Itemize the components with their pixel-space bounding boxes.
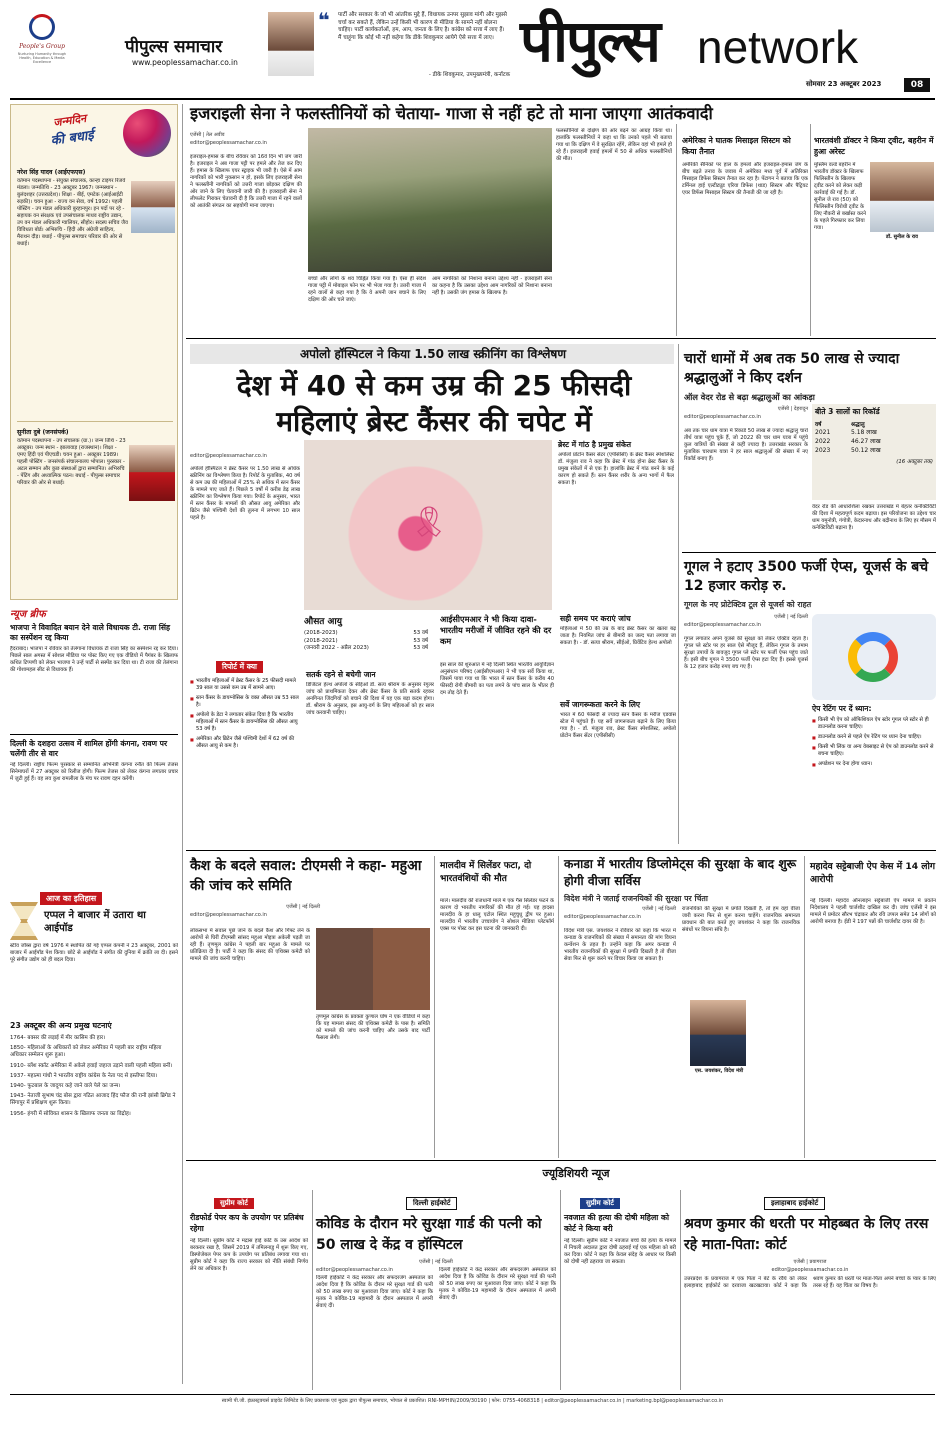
char-dham-col-value: श्रद्धालु bbox=[851, 422, 865, 428]
brief-text-2: नई दिल्ली। राष्ट्रीय फिल्म पुरस्कार से सम्मानित अभिनेत्री कंगना रनौत की फिल्म तेजस सिनेमाघरों में 27 अक्टूबर को रिलीज होगी। फिल्म तेजस को लेकर कंगना लगातार प्रचार में जुटी हुई हैं। वह लव कुश रामलीला के मंच पर रावण दहन करेंगी। bbox=[10, 762, 178, 782]
history-event: 1850- महिलाओं के अधिकारों को लेकर अमेरिका में पहली बार राष्ट्रीय महिला अधिकार सम्मेलन शुरू हुआ। bbox=[10, 1045, 162, 1059]
avg-age-value: 53 वर्ष bbox=[413, 637, 428, 644]
hc-block bbox=[316, 1190, 556, 1390]
ahc-headline: श्रवण कुमार की धरती पर मोहब्बत के लिए तरस रहे माता-पिता: कोर्ट bbox=[684, 1216, 929, 1253]
avg-age-row bbox=[304, 638, 428, 646]
news-brief-section bbox=[10, 606, 178, 876]
history-event: 1937- महात्मा गांधी ने भारतीय राष्ट्रीय कांग्रेस के नेता पद से इस्तीफा दिया। bbox=[10, 1072, 158, 1079]
avg-age-value: 53 वर्ष bbox=[413, 630, 428, 636]
cancer-kicker: अपोलो हॉस्पिटल ने किया 1.50 लाख स्क्रीनिंग का विश्लेषण bbox=[299, 347, 567, 361]
israel-byline bbox=[190, 132, 300, 146]
israel-col3: आम नागरिकों को निशाना बनाना उद्देश्य नहीं - इजराइली सेना का कहना है कि उसका उद्देश्य आम नागरिकों को निशाना बनाना नहीं है। उसकी जंग हमास के खिलाफ है। bbox=[432, 276, 552, 296]
hc-columns bbox=[316, 1267, 556, 1377]
doctor-rule bbox=[810, 124, 811, 336]
doctor-headline: भारतवंशी डॉक्टर ने किया ट्वीट, बहरीन में हुआ अरेस्ट bbox=[814, 136, 934, 156]
google-byline bbox=[684, 614, 808, 628]
cancer-right-rule bbox=[678, 344, 679, 844]
canada-caption: एस. जयशंकर, विदेश मंत्री bbox=[694, 1068, 744, 1074]
news-brief-label: न्यूज ब्रीफ bbox=[10, 609, 46, 620]
google-byline-text: एजेंसी | नई दिल्ली bbox=[774, 614, 808, 620]
char-dham-row bbox=[815, 437, 933, 446]
alert-text: डिजिटल हेल्थ अपोलो के सीईओ डॉ. सत्य श्रीराम के अनुसार रेगुलर जांच को प्राथमिकता देकर और ब्रेस्ट कैंसर के प्रति सतर्क रहकर अनगिनत जिंदगियों को बचाने की दिशा में यह एक बड़ा कदम होगा। डॉ. श्रीराम के अनुसार, इस आयु-वर्ग के लिए महिलाओं को हर साल जांच करवानी चाहिए। bbox=[306, 682, 434, 716]
char-dham-col-year: वर्ष bbox=[815, 422, 822, 428]
history-event: 1940- फुटबाल के जादूगर कहे जाने वाले पेले का जन्म। bbox=[10, 1083, 121, 1090]
history-section bbox=[10, 886, 178, 1386]
alert-headline: सतर्क रहने से बचेगी जान bbox=[306, 670, 376, 679]
judiciary-top-rule bbox=[186, 1160, 936, 1161]
canada-photo bbox=[690, 1000, 746, 1066]
group-logo-icon bbox=[29, 14, 55, 40]
avg-age-period: (2018-2023) bbox=[304, 630, 338, 636]
quote-mark-icon: ❝ bbox=[318, 8, 330, 32]
birthday-box bbox=[10, 104, 178, 600]
hc-text-continued: दिल्ली हाईकोर्ट ने केंद्र सरकार और सफदरजंग अस्पताल को आदेश दिया है कि कोविड के दौरान मरे सुरक्षा गार्ड की पत्नी को 50 लाख रुपए का मुआवजा दिया जाए। कोर्ट ने कहा कि मृतक ने कोविड-19 महामारी के दौरान अस्पताल में अपनी सेवाएं दीं। bbox=[439, 1267, 556, 1301]
char-dham-value: 50.12 लाख bbox=[851, 447, 881, 454]
char-dham-byline bbox=[684, 406, 808, 420]
sc2-block bbox=[564, 1190, 676, 1390]
char-dham-value: 5.18 लाख bbox=[851, 429, 877, 436]
us-missile-headline: अमेरिका ने घातक मिसाइल सिस्टम को किया तैनात bbox=[682, 136, 791, 156]
char-dham-table-title: बीते 3 सालों का रिकॉर्ड bbox=[815, 407, 880, 416]
canada-subhead: विदेश मंत्री ने जताई राजनयिकों की सुरक्षा पर चिंता bbox=[564, 894, 708, 903]
left-column-rule bbox=[182, 104, 183, 1384]
maldives-headline: मालदीव में सिलेंडर फटा, दो भारतवंशियों की मौत bbox=[440, 861, 532, 884]
birthday-person1-name: नरेश सिंह यादव (आईएफएस) bbox=[17, 169, 86, 176]
ahc-byline-text: एजेंसी | प्रयागराज bbox=[793, 1259, 827, 1265]
mahua-col2: तृणमूल कांग्रेस के प्रवक्ता कुणाल घोष ने एक वीडियो में कहा कि यह मामला संसद की एथिक्स कमेटी के पास है। समिति को मामले की जांच करनी चाहिए और उसके बाद पार्टी फैसला लेगी। bbox=[316, 1014, 430, 1041]
report-box bbox=[190, 654, 300, 844]
brief-headline-2: दिल्ली के दशहरा उत्सव में शामिल होंगी कंगना, रावण पर चलेंगी तीर से वार bbox=[10, 739, 168, 758]
google-subhead: गूगल के नए प्रोटेक्टिव टूल से यूजर्स को राहत bbox=[684, 600, 812, 609]
birthday-title-line1: जन्मदिन bbox=[52, 111, 88, 130]
char-dham-row bbox=[815, 428, 933, 437]
middle-band-rule bbox=[186, 850, 936, 851]
center-right-rule bbox=[676, 124, 677, 336]
doctor-text: मुस्लिम वर्ल्ड बहरीन में भारतीय डॉक्टर के खिलाफ फिलिस्तीन के खिलाफ ट्वीट करने को लेकर कड़ी कार्रवाई की गई है। डॉ. सुनील जे राव (50) को फिलिस्तीन विरोधी ट्वीट के लिए नौकरी से बर्खास्त करने के पहले गिरफ्तार कर लिया गया। bbox=[814, 162, 866, 231]
report-point: ■ भारतीय महिलाओं में ब्रेस्ट कैंसर के 25 फीसदी मामले 39 साल या उससे कम उम्र में सामने आए। bbox=[190, 678, 300, 692]
avg-age-period: (जनवरी 2022 - अप्रैल 2023) bbox=[304, 645, 369, 651]
sc1-rule bbox=[312, 1190, 313, 1390]
avg-age-title: औसत आयु bbox=[304, 617, 342, 627]
cancer-col1: अपोलो हॉस्पिटल ने ब्रेस्ट कैंसर पर 1.50 लाख से अधिक स्क्रीनिंग का विश्लेषण किया है। रिपोर्ट के मुताबिक, 40 वर्ष से कम उम्र की महिलाओं में 25% से अधिक में स्तन कैंसर के मामले पाए जाते हैं। पिछले 5 वर्षों में करीब डेढ़ लाख स्क्रीनिंग का विश्लेषण किया गया। रिपोर्ट के अनुसार, भारत में स्तन कैंसर के मामलों की औसत आयु अमेरिका और ब्रिटेन जैसे पश्चिमी देशों की तुलना में लगभग 10 साल पहले है। bbox=[190, 466, 300, 521]
cancer-headline: देश में 40 से कम उम्र की 25 फीसदी महिलाएं ब्रेस्ट कैंसर की चपेट में bbox=[236, 369, 632, 438]
canada-email[interactable]: editor@peoplessamachar.co.in bbox=[564, 914, 641, 920]
report-label: रिपोर्ट में क्या bbox=[216, 661, 263, 673]
sc1-tag: सुप्रीम कोर्ट bbox=[214, 1198, 254, 1209]
char-dham-email[interactable]: editor@peoplessamachar.co.in bbox=[684, 414, 761, 420]
avg-age-rows bbox=[304, 630, 428, 653]
ahc-text: उत्तरप्रदेश के प्रयागराज में एक पिता ने बेटे के रवैये को लेकर इलाहाबाद हाईकोर्ट का दरवाजा खटखटाया। कोर्ट ने कहा कि श्रवण कुमार की धरती पर माता-पिता अपने बच्चों के प्यार के लिए तरस रहे हैं। यह चिंता का विषय है। bbox=[684, 1276, 936, 1289]
char-dham-note: (16 अक्टूबर तक) bbox=[896, 459, 933, 465]
mahua-byline bbox=[190, 904, 320, 918]
google-text: गूगल लगातार अपने यूजर्स की सुरक्षा को लेकर एक्टिव रहता है। गूगल प्ले स्टोर पर हर साल ऐसे मौजूद हैं, लेकिन गूगल के तमाम सुरक्षा उपायों के बावजूद गूगल प्ले स्टोर पर फर्जी ऐप्स पहुंच जाते हैं। इसी बीच गूगल ने 3500 फर्जी ऐप्स हटा दिए हैं। इससे यूजर्स के 12 हजार करोड़ रुपए बच गए हैं। bbox=[684, 636, 808, 670]
us-missile-text: अमेरिकी सैनिकों पर हाल के हमलों और इजराइल-हमास जंग के बीच बढ़ते तनाव के जवाब में अमेरिका मध्य पूर्व में अतिरिक्त मिसाइल डिफेंस सिस्टम तैनात कर रहा है। पेंटागन ने बताया कि एक टर्मिनल हाई एल्टीट्यूड एरिया डिफेंस (थाड) सिस्टम और पैट्रियट एयर डिफेंस मिसाइल सिस्टम की तैनाती की जा रही है। bbox=[682, 162, 808, 196]
hc-tag: दिल्ली हाईकोर्ट bbox=[406, 1197, 457, 1210]
group-name: People's Group bbox=[19, 43, 65, 50]
aware-text: भारत में 60 फीसदी से ज्यादा स्तन कैंसर के मरीज एडवांस स्टेज में पहुंचते हैं। यह सर्वे जागरूकता बढ़ाने के लिए किया गया है। - डॉ. मंजुला राव, ब्रेस्ट कैंसर स्पेशलिस्ट, अपोलो प्रोटोन कैंसर सेंटर (एपीसीसी) bbox=[560, 712, 676, 739]
group-logo bbox=[12, 14, 72, 84]
canada-byline bbox=[564, 906, 676, 920]
pink-ribbon-icon: 🎗 bbox=[410, 505, 449, 540]
doctor-caption: डॉ. सुनील के राव bbox=[886, 234, 918, 240]
char-dham-subhead: ऑल वेदर रोड से बढ़ा श्रद्धालुओं का आंकड़ा bbox=[684, 392, 815, 402]
history-event: 1764- बक्सर की लड़ाई में मीर कासिम की हार। bbox=[10, 1035, 106, 1041]
history-text: स्टीव जॉब्स द्वारा वर्ष 1976 में स्थापित की गई एप्पल कंपनी ने 23 अक्टूबर, 2001 को बाजार में आईपॉड पेश किया। छोटे से आईपॉड ने संगीत की दुनिया में क्रांति ला दी। इसने पूरे संगीत उद्योग को ही बदल दिया। bbox=[10, 943, 178, 963]
sc2-text: नई दिल्ली। सुप्रीम कोर्ट ने नवजात बच्चे की हत्या के मामले में निचली अदालत द्वारा दोषी ठहराई गई एक महिला को बरी कर दिया। कोर्ट ने कहा कि केवल संदेह के आधार पर किसी को दोषी नहीं ठहराया जा सकता। bbox=[564, 1238, 676, 1265]
report-point: ■ स्तन कैंसर के डायग्नोसिस के वक्त औसत उम्र 53 साल है। bbox=[190, 695, 300, 709]
char-dham-value: 46.27 लाख bbox=[851, 438, 881, 445]
google-tips-box bbox=[812, 704, 936, 846]
mahua-photo bbox=[316, 928, 430, 1010]
avg-age-row bbox=[304, 630, 428, 638]
char-dham-row bbox=[815, 446, 933, 455]
hc-email[interactable]: editor@peoplessamachar.co.in bbox=[316, 1267, 393, 1273]
judiciary-label: ज्यूडिशियरी न्यूज bbox=[542, 1167, 610, 1180]
hc-text: दिल्ली हाईकोर्ट ने केंद्र सरकार और सफदरजंग अस्पताल को आदेश दिया है कि कोविड के दौरान मरे सुरक्षा गार्ड की पत्नी को 50 लाख रुपए का मुआवजा दिया जाए। कोर्ट ने कहा कि मृतक ने कोविड-19 महामारी के दौरान अस्पताल में अपनी सेवाएं दीं। bbox=[316, 1275, 433, 1309]
history-headline: एप्पल ने बाजार में उतारा था आईपॉड bbox=[44, 910, 146, 934]
sc1-text: नई दिल्ली। सुप्रीम कोर्ट ने मद्रास हाई कोर्ट के उस आदेश को बरकरार रखा है, जिसमें 2019 में तमिलनाडु में शुरू किए गए, डिस्पोजेबल पेपर कप के उपयोग पर प्रतिबंध लगाया गया था। सुप्रीम कोर्ट ने कहा कि राज्य सरकार को नीति संबंधी निर्णय लेने का अधिकार है। bbox=[190, 1238, 308, 1272]
google-headline: गूगल ने हटाए 3500 फर्जी ऐप्स, यूजर्स के बचे 12 हजार करोड़ रु. bbox=[684, 559, 929, 594]
char-dham-headline: चारों धामों में अब तक 50 लाख से ज्यादा श्रद्धालुओं ने किए दर्शन bbox=[684, 351, 900, 386]
ahc-byline bbox=[684, 1259, 936, 1273]
mahua-byline-text: एजेंसी | नई दिल्ली bbox=[286, 904, 320, 910]
history-event: 1943- नेताजी सुभाष चंद्र बोस द्वारा गठित आजाद हिंद फौज की रानी झांसी ब्रिगेड ने सिंगापुर में प्रशिक्षण शुरू किया। bbox=[10, 1093, 176, 1107]
canada-byline-text: एजेंसी | नई दिल्ली bbox=[642, 906, 676, 912]
char-dham-text: अब तक चार धाम यात्रा में रिकार्ड 50 लाख से ज्यादा श्रद्धालु चारों तीर्थ यात्रा पहुंच चुके हैं, जो 2022 की चार धाम यात्रा में पहुंचे कुल यात्रियों की संख्या से कहीं ज्यादा है। उत्तराखंड सरकार के मुताबिक चारधाम यात्रा ने हर साल श्रद्धालुओं की संख्या में नए रिकॉर्ड बनाए हैं। bbox=[684, 428, 808, 462]
char-dham-table bbox=[812, 404, 936, 500]
sc2-tag: सुप्रीम कोर्ट bbox=[580, 1198, 620, 1209]
icmr-text: इस साल की शुरुआत में नई दिल्ली स्थित भारतीय आयुर्विज्ञान अनुसंधान परिषद (आईसीएमआर) ने भी एक सर्वे किया था, जिसमें पाया गया था कि भारत में स्तन कैंसर के करीब 40 फीसदी रोगी बीमारी का पता लगने के पांच साल के भीतर ही दम तोड़ देते हैं। bbox=[440, 662, 554, 696]
quote-portrait bbox=[268, 12, 314, 76]
google-tip: ■ किसी भी लिंक या अन्य वेबसाइट से ऐप को डाउनलोड करने से बचना चाहिए। bbox=[812, 744, 936, 758]
sc2-rule bbox=[680, 1190, 681, 1390]
bouquet-icon bbox=[123, 109, 171, 157]
google-phone-image bbox=[812, 614, 936, 700]
footer-rule bbox=[10, 1394, 935, 1395]
avg-age-value: 53 वर्ष bbox=[413, 645, 428, 651]
footer-imprint: स्वामी पी.जी. इंफ्रास्ट्रक्चर्स प्राइवेट लिमिटेड के लिए प्रकाशक एवं मुद्रक द्वारा पीपुल्स समाचार, भोपाल से प्रकाशित। RNI-MPHIN/2009/30190 | फोन: 0755-4068318 | editor@peoplessamachar.co.in | marketing.bpl@peoplessamachar.co.in bbox=[221, 1398, 724, 1404]
maldives-canada-rule bbox=[558, 856, 559, 1158]
group-tagline: Nurturing Humanity through Health, Education & Media Excellence bbox=[17, 52, 67, 65]
birthday-person1-bio: वर्तमान पदस्थापना - संयुक्त संचालक, कान्हा टाइगर रिजर्व मंडला। जन्मतिथि - 23 अक्टूबर 1967। जन्मस्थान - बुलंदशहर (उत्तरप्रदेश)। शिक्षा - बीई, एमटेक (आईआईटी रुड़की)। चयन हुआ - राज्य वन सेवा, वर्ष 1992। पहली पोस्टिंग - उप मंडल अधिकारी बुरहानपुर। इन पदों पर रहे - सहायक वन संरक्षक एवं उपसंचालक माधव राष्ट्रीय उद्यान, उप वन मंडल अधिकारी ग्वालियर, सीहोर। सदस्य सचिव जैव विविधता बोर्ड। अभिरुचि - हिंदी और अंग्रेजी साहित्य, मैराथन दौड़। बधाई - पीपुल्स समाचार परिवार की ओर से बधाई। bbox=[17, 178, 128, 247]
sc2-headline: नवजात की हत्या की दोषी महिला को कोर्ट ने किया बरी bbox=[564, 1213, 669, 1233]
char-dham-byline-text: एजेंसी | देहरादून bbox=[777, 406, 808, 412]
avg-age-row bbox=[304, 645, 428, 653]
google-tips-title: ऐप रेटिंग पर दें ध्यान: bbox=[812, 704, 872, 713]
quote-attribution: - डीके शिवकुमार, उपमुख्यमंत्री, कर्नाटक bbox=[428, 72, 510, 78]
mahua-email[interactable]: editor@peoplessamachar.co.in bbox=[190, 912, 267, 918]
birthday-title-line2: की बधाई bbox=[49, 127, 95, 149]
masthead-title-english: network bbox=[697, 21, 859, 73]
char-dham-text2: वेदर रोड की आधारशिला रखकर उत्तराखंड में बेहतर कनेक्टिविटी की दिशा में महत्वपूर्ण कदम बढ़ाया। इस परियोजना का उद्देश्य चार धाम यमुनोत्री, गंगोत्री, केदारनाथ और बद्रीनाथ के लिए हर मौसम में कनेक्टिविटी बढ़ाना है। bbox=[812, 504, 936, 531]
char-dham-year: 2023 bbox=[815, 447, 831, 454]
canada-col1: विदेश मंत्री एस. जयशंकर ने रविवार को कहा कि भारत में कनाडा के राजनयिकों की संख्या में समानता की मांग वियना कन्वेंशन के तहत है। उन्होंने कहा कि अगर कनाडा में भारतीय राजनयिकों की सुरक्षा में प्रगति दिखती है तो वीजा सेवा फिर से शुरू करने पर विचार किया जा सकता है। bbox=[564, 928, 676, 962]
char-dham-year: 2022 bbox=[815, 438, 831, 445]
history-events-title: 23 अक्टूबर की अन्य प्रमुख घटनाएं bbox=[10, 1021, 112, 1030]
website-link[interactable]: www.peoplessamachar.co.in bbox=[132, 58, 238, 67]
report-point: ■ अपोलो के डेटा ने लगातार संकेत दिया है कि भारतीय महिलाओं में स्तन कैंसर के डायग्नोसिस की औसत आयु 53 वर्ष है। bbox=[190, 712, 300, 733]
brief-divider bbox=[10, 734, 178, 735]
report-points bbox=[190, 678, 300, 750]
hc-headline: कोविड के दौरान मरे सुरक्षा गार्ड की पत्नी को 50 लाख दे केंद्र व हॉस्पिटल bbox=[316, 1216, 542, 1253]
israel-email[interactable]: editor@peoplessamachar.co.in bbox=[190, 140, 267, 146]
hc-rule bbox=[560, 1190, 561, 1390]
history-label: आज का इतिहास bbox=[40, 892, 102, 905]
history-event: 1910- ब्लेंश स्कॉट अमेरिका में अकेले हवाई जहाज उड़ाने वाली पहली महिला बनीं। bbox=[10, 1062, 173, 1069]
israel-byline-text: एजेंसी | तेल अवीव bbox=[190, 132, 225, 138]
cancer-email[interactable]: editor@peoplessamachar.co.in bbox=[190, 453, 267, 459]
right-text: महिलाओं में 50 की उम्र के बाद ब्रेस्ट कैंसर का खतरा बढ़ जाता है। नियमित जांच से बीमारी का जल्द पता लगाया जा सकता है। - डॉ. सत्या श्रीराम, सीईओ, प्रिवेंटिव हेल्थ अपोलो bbox=[560, 626, 676, 646]
google-tip: ■ अपडेशन पर देना होगा ध्यान। bbox=[812, 761, 936, 768]
masthead bbox=[0, 0, 945, 100]
canada-mahadev-rule bbox=[804, 856, 805, 1158]
masthead-title-hindi: पीपुल्स bbox=[520, 7, 659, 75]
mahadev-headline: महादेव सट्टेबाजी ऐप केस में 14 लोग आरोपी bbox=[810, 861, 936, 885]
report-point: ■ अमेरिका और ब्रिटेन जैसे पश्चिमी देशों में 62 वर्ष की औसत आयु से कम है। bbox=[190, 736, 300, 750]
hc-byline bbox=[316, 1259, 556, 1265]
aware-headline: सर्वे जागरूकता करने के लिए bbox=[560, 700, 641, 709]
ahc-tag: इलाहाबाद हाईकोर्ट bbox=[764, 1197, 825, 1210]
history-events-list bbox=[10, 1035, 178, 1118]
sc1-headline: रीडफोर्ड पेपर कप के उपयोग पर प्रतिबंध रहेगा bbox=[190, 1213, 304, 1233]
avg-age-box bbox=[304, 614, 428, 662]
israel-headline: इजराइली सेना ने फलस्तीनियों को चेताया- गाजा से नहीं हटे तो माना जाएगा आतंकवादी bbox=[190, 104, 713, 123]
canada-headline: कनाडा में भारतीय डिप्लोमेट्स की सुरक्षा के बाद शुरू होगी वीजा सर्विस bbox=[564, 857, 797, 888]
hourglass-icon bbox=[10, 902, 38, 940]
char-dham-rows bbox=[815, 428, 933, 455]
page-number: 08 bbox=[904, 78, 930, 92]
brief-headline-1: भाजपा ने विवादित बयान देने वाले विधायक टी. राजा सिंह का सस्पेंशन रद्द किया bbox=[10, 623, 170, 642]
mahadev-text: नई दिल्ली। महादेव ऑनलाइन सट्टेबाजी ऐप मामले में प्रवर्तन निदेशालय ने पहली चार्जशीट दाखिल कर दी। जांच एजेंसी ने इस मामले में प्रमोटर सौरभ चंद्राकर और रवि उप्पल समेत 14 लोगों को आरोपी बनाया है। ईडी ने 197 पन्नों की चार्जशीट दायर की है। bbox=[810, 898, 936, 925]
doctor-photo bbox=[870, 162, 934, 232]
char-dham-bottom-rule bbox=[682, 552, 936, 553]
birthday-title bbox=[19, 106, 123, 153]
ahc-email[interactable]: editor@peoplessamachar.co.in bbox=[771, 1267, 849, 1273]
brief-text-1: हैदराबाद। भाजपा ने रविवार को तेलंगाना विधायक टी राजा सिंह का सस्पेंशन रद्द कर दिया। पिछले साल अगस्त में सोशल मीडिया पर पोस्ट किए गए एक वीडियो में पैगंबर के खिलाफ कथित टिप्पणी को लेकर भाजपा ने उन्हें पार्टी से सस्पेंड कर दिया था। टी राजा की तेलंगाना की गोशामहल सीट से विधायक हैं। bbox=[10, 646, 178, 673]
birthday-person2-bio: वर्तमान पदस्थापना - उप संचालक (ग्रा.)। जन्म तिथि - 23 अक्टूबर। जन्म स्थान - झालावाड़ (राजस्थान)। शिक्षा - एमए हिंदी एवं पीएचडी। चयन हुआ - अक्टूबर 1989। पहली पोस्टिंग - जनसंपर्क संचालनालय भोपाल। पुरस्कार - अटल सम्मान और कुछ संस्थाओं द्वारा सम्मानित। अभिरुचि - पेंटिंग और अध्यात्मिक पठन। बधाई - पीपुल्स समाचार परिवार की ओर से बधाई। bbox=[17, 438, 126, 486]
ahc-block bbox=[684, 1190, 936, 1390]
google-tips-list bbox=[812, 717, 936, 768]
quote-text: पार्टी और सरकार के जो भी आंतरिक मुद्दे हैं, विधायक उनपर सुझाव मांगी और मुझसे चर्चा कर सकते हैं, लेकिन उन्हें किसी भी कारण से मीडिया के सामने नहीं बोलना चाहिए। पार्टी कार्यकर्ताओं, हम, आप, जनता के लिए है। कांग्रेस को सत्ता में लाए हैं। मैं चाहूंगा कि कोई भी नहीं कहेगा कि डीके शिवकुमार आयेगे ऐसे सत्ता में लाए। bbox=[338, 12, 507, 41]
cancer-side-headline: ब्रेस्ट में गांठ है प्रमुख संकेत bbox=[558, 440, 632, 449]
birthday-person2-photo bbox=[129, 445, 175, 501]
mahua-headline: कैश के बदले सवाल: टीएमसी ने कहा- महुआ की जांच करे समिति bbox=[190, 858, 422, 894]
birthday-divider bbox=[17, 421, 173, 422]
mahua-maldives-rule bbox=[434, 856, 435, 1158]
char-dham-year: 2021 bbox=[815, 429, 831, 436]
history-event: 1956- हंगरी में सोवियत शासन के खिलाफ जनता का विद्रोह। bbox=[10, 1110, 131, 1117]
google-tip: ■ डाउनलोड करने से पहले ऐप रेटिंग पर ध्यान देना चाहिए। bbox=[812, 734, 936, 741]
israel-col4: फलस्तीनियों से दक्षिण की ओर बढ़ने का आग्रह किया था। हालांकि फलस्तीनियों ने कहा था कि उनको पहले भी बताया गया था कि दक्षिण में वे सुरक्षित रहेंगे, लेकिन वहां भी हमले हो रहे हैं। इजराइली हवाई हमलों में 50 से अधिक फलस्तीनियों की मौत। bbox=[556, 128, 672, 162]
canada-col2: राजनयिकों की सुरक्षा में प्रगति दिखती है, तो हम वहां वीजा जारी करना फिर से शुरू करना चाहेंगे। राजनयिक समानता प्रावधान की बात करते हुए जयशंकर ने कहा कि राजनयिक संबंधों पर वियना संधि है। bbox=[682, 906, 800, 933]
google-tip: ■ किसी भी ऐप को ऑफिशियल ऐप स्टोर गूगल प्ले स्टोर से ही डाउनलोड करना चाहिए। bbox=[812, 717, 936, 731]
google-email[interactable]: editor@peoplessamachar.co.in bbox=[684, 622, 761, 628]
israel-col1: इजराइल-हमास के बीच रविवार को 16वें दिन भी जंग जारी है। इजराइल ने अब गाजा पट्टी पर हमले और तेज कर दिए हैं। हमास के खिलाफ एयर स्ट्राइक भी जारी है। ऐसे में आम नागरिकों को भारी नुकसान न हो, इसके लिए इजराइली सेना ने फलस्तीनी नागरिकों को उत्तरी गाजा छोड़कर दक्षिण की ओर जाने के लिए चेतावनी जारी की है। इजराइली सेना ने लीफलेट गिराकर चेतावनी दी है कि उत्तरी गाजा में रहने वालों को आतंकी संगठन का सहयोगी माना जाएगा। bbox=[190, 154, 302, 209]
google-logo-icon bbox=[848, 632, 898, 682]
israel-photo bbox=[308, 128, 552, 272]
paper-small-title: पीपुल्स समाचार bbox=[125, 37, 223, 57]
maldives-text: माले। मालदीव की राजधानी माले में एक गैस सिलेंडर फटने के कारण दो भारतीय नागरिकों की मौत हो गई। यह हादसा मालदीव के हा धालू एटोल स्थित महुचुधू द्वीप पर हुआ। मालदीव में भारतीय उच्चायोग ने सोशल मीडिया प्लेटफॉर्म एक्स पर पोस्ट कर इस घटना की जानकारी दी। bbox=[440, 898, 554, 932]
hc-col-a bbox=[316, 1267, 433, 1377]
icmr-headline: आईसीएमआर ने भी किया दावा- भारतीय मरीजों में जीवित रहने की दर कम bbox=[440, 614, 552, 646]
char-dham-table-header bbox=[815, 420, 933, 428]
israel-bottom-rule bbox=[186, 338, 936, 339]
right-headline: सही समय पर कराएं जांच bbox=[560, 614, 631, 623]
birthday-person1-photo bbox=[131, 181, 175, 233]
israel-col2: बच्चों और लोगों के शव चिह्नित किया गया है। ऐसा ही संदेश गाजा पट्टी में मोबाइल फोन पर भी भेजा गया है। उत्तरी गाजा में रहने वालों से कहा गया है कि वे अपनी जान बचाने के लिए दक्षिण की ओर चले जाएं। bbox=[308, 276, 426, 303]
birthday-person2-name: सुनीता दुबे (जनसंपर्क) bbox=[17, 429, 69, 436]
hc-byline-text: एजेंसी | नई दिल्ली bbox=[419, 1259, 453, 1265]
issue-date: सोमवार 23 अक्टूबर 2023 bbox=[806, 80, 882, 88]
sc1-block bbox=[190, 1190, 308, 1390]
cancer-side-text: अपोलो प्रोटोन कैंसर सेंटर (एपीसीसी) के ब्रेस्ट कैंसर स्पेशलिस्ट डॉ. मंजुला राव ने कहा कि ब्रेस्ट में गांठ होना ब्रेस्ट कैंसर के प्रमुख संकेतों में से एक है। हालांकि ब्रेस्ट में गांठ बनने के कई कारण हो सकते हैं। स्तन कैंसर शरीर के अन्य भागों में फैल सकता है। bbox=[558, 452, 674, 486]
mahua-col1: लोकसभा में सवाल पूछे जाने के बदले कैश और गिफ्ट लेने के आरोपों से घिरीं टीएमसी सांसद महुआ मोइत्रा अकेली पड़ती जा रही हैं। तृणमूल कांग्रेस ने पहली बार महुआ के मामले पर प्रतिक्रिया दी है। पार्टी ने कहा कि संसद की एथिक्स कमेटी को मामले की जांच करनी चाहिए। bbox=[190, 928, 310, 962]
masthead-rule bbox=[10, 98, 935, 100]
avg-age-period: (2018-2021) bbox=[304, 637, 338, 644]
